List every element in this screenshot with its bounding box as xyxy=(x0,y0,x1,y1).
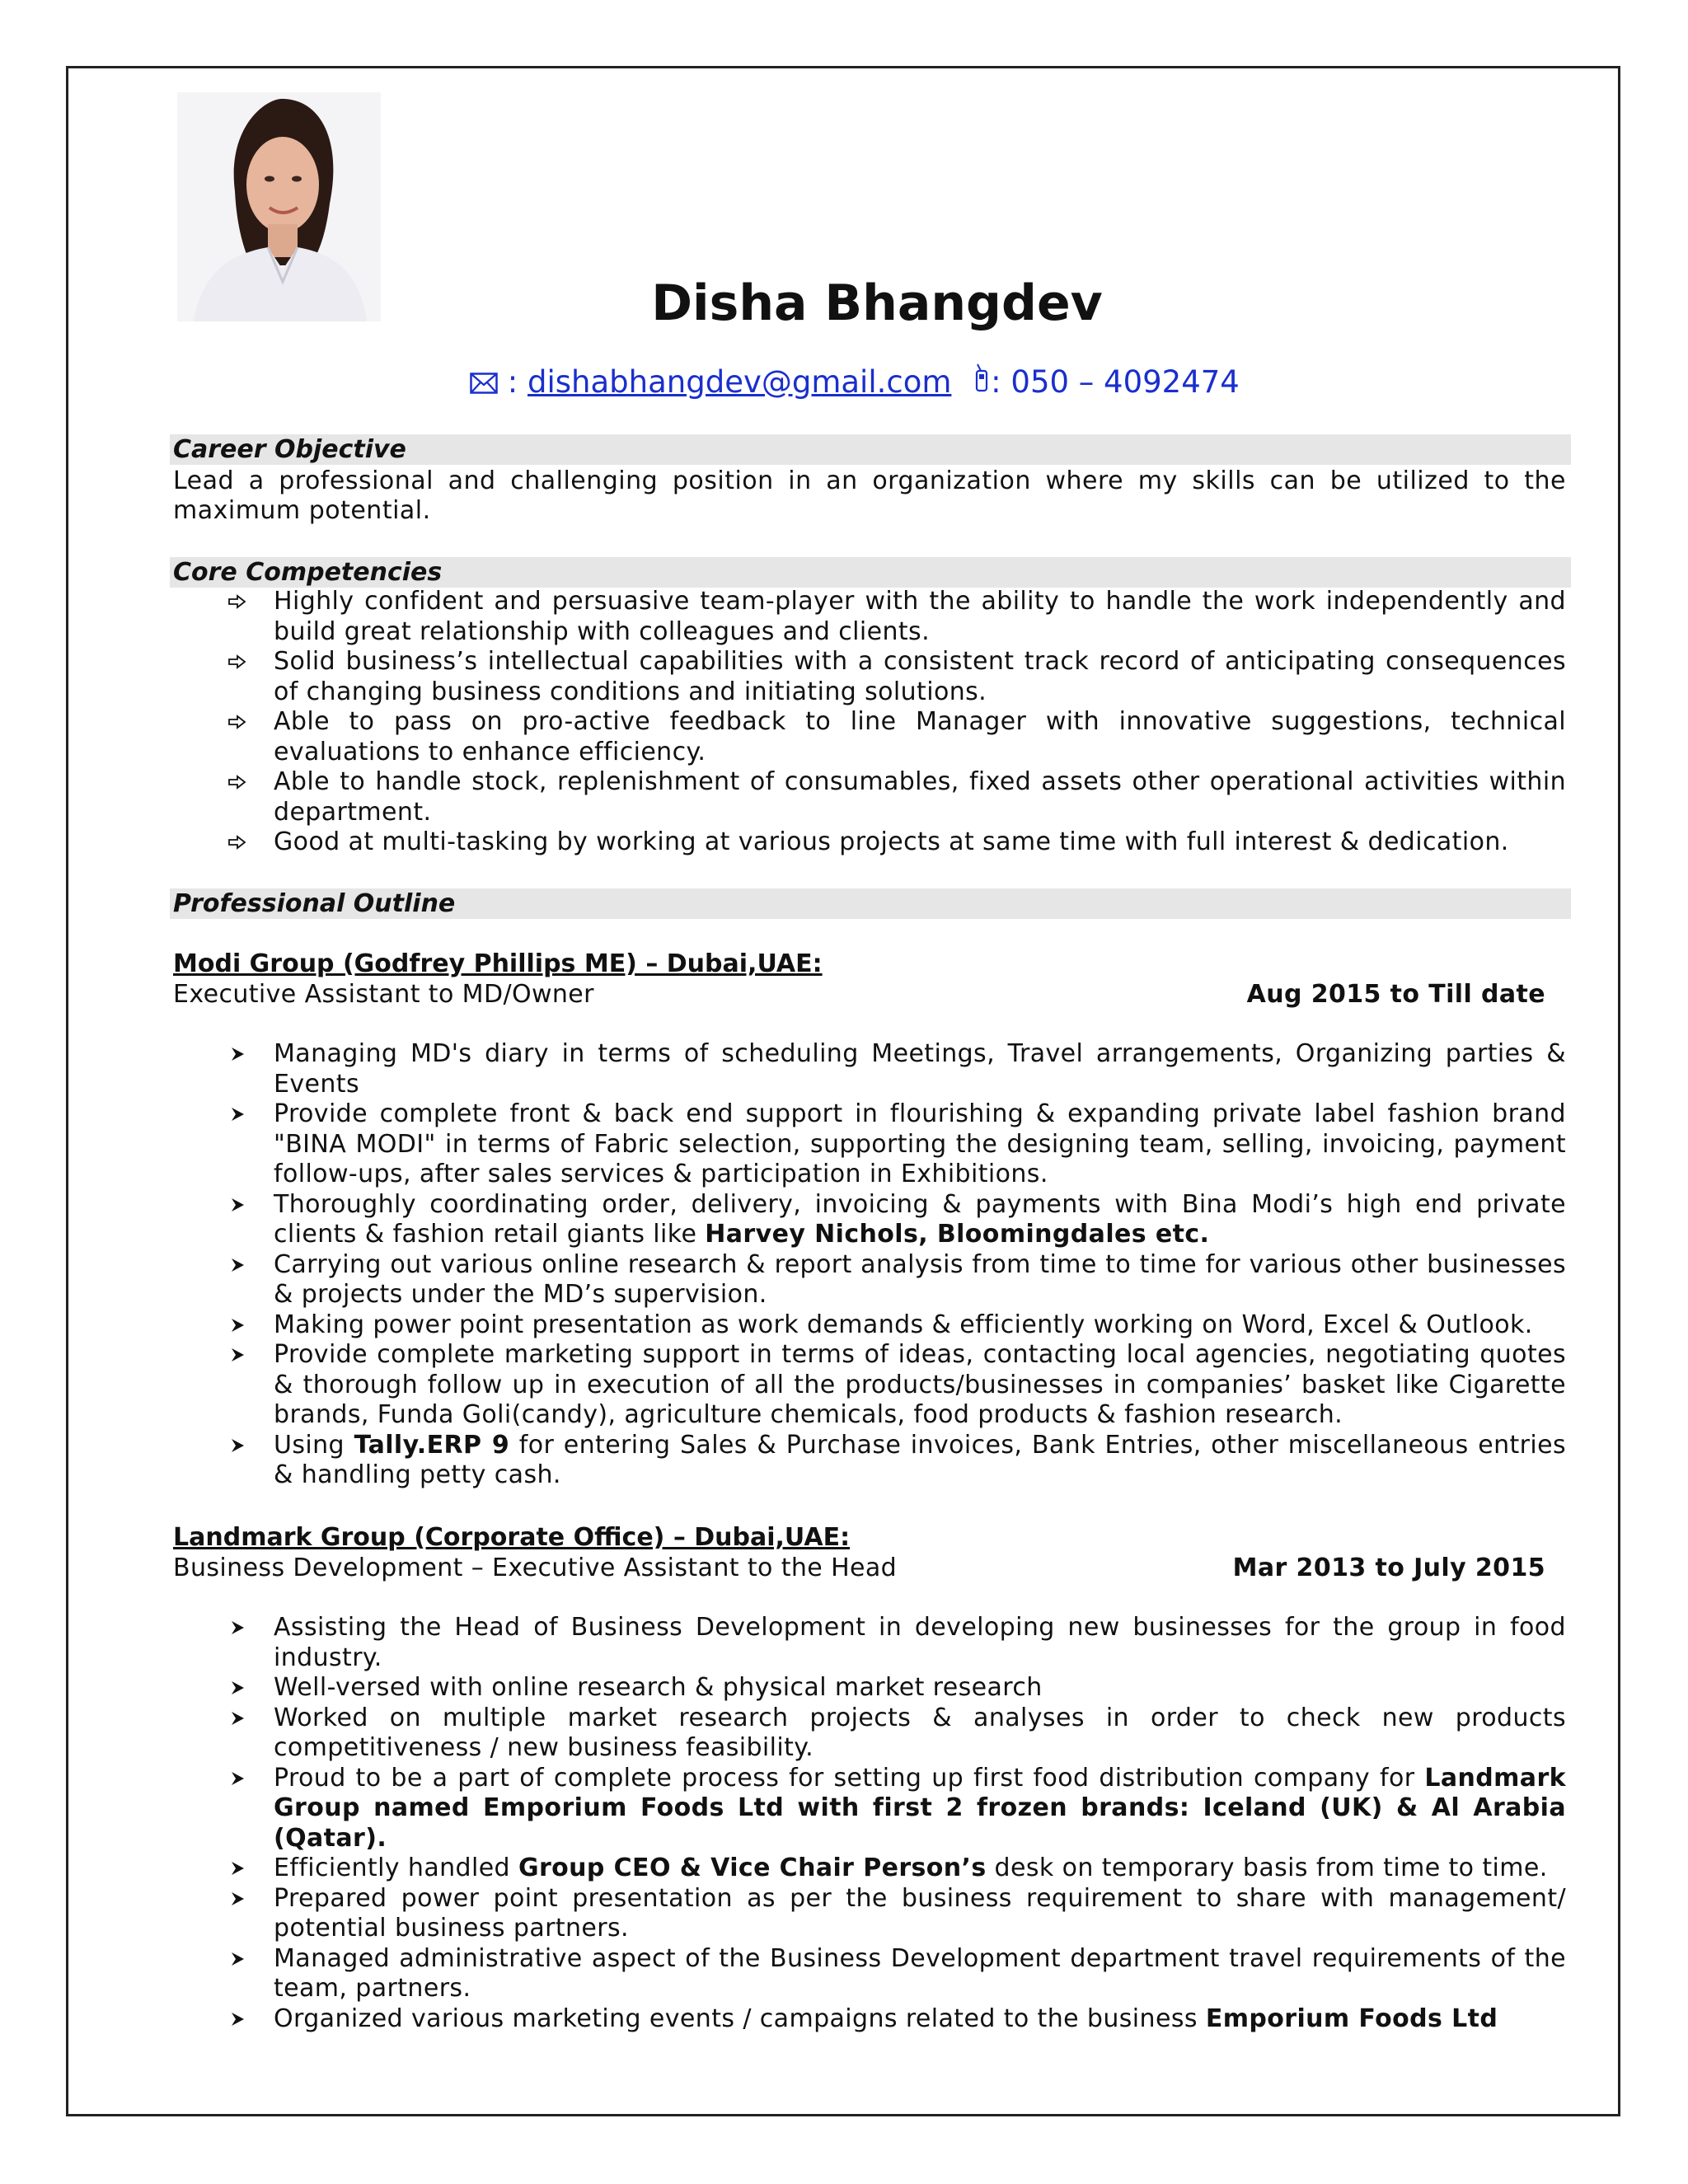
duty-text: Prepared power point presentation as per the business requirement to share with management/ potential business partners. xyxy=(274,1883,1566,1943)
duty-highlight: Harvey Nichols, Bloomingdales etc. xyxy=(705,1220,1210,1249)
competency-text: Highly confident and persuasive team-player with the ability to handle the work independently and build great relationship with colleagues and clients. xyxy=(274,587,1566,646)
arrowhead-bullet-icon xyxy=(225,1310,250,1342)
competency-item xyxy=(173,707,1566,767)
duty-text: Managed administrative aspect of the Business Development department travel requirements of the team, partners. xyxy=(274,1943,1566,2003)
arrowhead-bullet-icon xyxy=(225,1704,250,1735)
competency-item xyxy=(173,587,1566,647)
arrowhead-bullet-icon xyxy=(225,1884,250,1915)
candidate-name: Disha Bhangdev xyxy=(651,274,1103,332)
arrowhead-bullet-icon xyxy=(225,1613,250,1644)
duty-item xyxy=(173,1250,1566,1310)
duty-text: Using xyxy=(274,1430,354,1460)
duty-text: Proud to be a part of complete process for setting up first food distribution company for xyxy=(274,1763,1425,1793)
duty-item xyxy=(173,1099,1566,1190)
arrowhead-bullet-icon xyxy=(225,1431,250,1462)
hollow-arrow-icon xyxy=(225,587,250,617)
competency-text: Able to handle stock, replenishment of consumables, fixed assets other operational activities within department. xyxy=(274,767,1566,827)
career-objective-heading: Career Objective xyxy=(170,434,1571,465)
duty-item xyxy=(173,1310,1566,1341)
hollow-arrow-icon xyxy=(225,767,250,798)
arrowhead-bullet-icon xyxy=(225,2004,250,2036)
duty-item xyxy=(173,1613,1566,1673)
mobile-phone-icon xyxy=(973,361,991,407)
career-objective-text: Lead a professional and challenging position in an organization where my skills can be utilized to the maximum potential. xyxy=(173,466,1566,525)
job-duties-list xyxy=(173,1613,1566,2034)
duty-highlight: Landmark Group named Emporium Foods Ltd with first 2 frozen brands: Iceland (UK) & Al Arabia (Qatar). xyxy=(274,1763,1566,1853)
duty-item xyxy=(173,1944,1566,2004)
email-separator: : xyxy=(498,364,528,400)
competency-text: Solid business’s intellectual capabilities with a consistent track record of anticipating consequences of changing business conditions and initiating solutions. xyxy=(274,647,1566,706)
competency-text: Able to pass on pro-active feedback to line Manager with innovative suggestions, technical evaluations to enhance efficiency. xyxy=(274,707,1566,766)
arrowhead-bullet-icon xyxy=(225,1764,250,1795)
duty-text: Making power point presentation as work demands & efficiently working on Word, Excel & Outlook. xyxy=(274,1310,1533,1339)
duty-highlight: Group CEO & Vice Chair Person’s xyxy=(518,1854,987,1882)
duty-text: Well-versed with online research & physical market research xyxy=(274,1673,1043,1702)
duty-item xyxy=(173,1190,1566,1250)
competency-item xyxy=(173,827,1566,858)
arrowhead-bullet-icon xyxy=(225,1250,250,1282)
duty-text: Managing MD's diary in terms of scheduling Meetings, Travel arrangements, Organizing parties & Events xyxy=(274,1039,1566,1099)
contact-line xyxy=(470,359,1240,405)
duty-text: Worked on multiple market research projects & analyses in order to check new products competitiveness / new business feasibility. xyxy=(274,1703,1566,1762)
duty-text: Carrying out various online research & report analysis from time to time for various other businesses & projects under the MD’s supervision. xyxy=(274,1249,1566,1309)
duty-text: Provide complete front & back end support in flourishing & expanding private label fashion brand "BINA MODI" in terms of Fabric selection, supporting the designing team, selling, invoicing, payment follow-ups, after sales services & participation in Exhibitions. xyxy=(274,1099,1566,1188)
duty-item xyxy=(173,1884,1566,1944)
arrowhead-bullet-icon xyxy=(225,1190,250,1221)
duty-text: Provide complete marketing support in terms of ideas, contacting local agencies, negotiating quotes & thorough follow up in execution of all the products/businesses in companies’ basket like Cigarette brands, Funda Goli(candy), agriculture chemicals, food products & fashion research. xyxy=(274,1340,1566,1429)
duty-highlight: Emporium Foods Ltd xyxy=(1205,2004,1498,2033)
phone-separator: : xyxy=(991,364,1011,400)
job-role: Business Development – Executive Assistant to the Head xyxy=(173,1554,898,1582)
duty-text: desk on temporary basis from time to time. xyxy=(986,1854,1548,1882)
job-dates: Aug 2015 to Till date xyxy=(1246,980,1545,1009)
duty-item xyxy=(173,1764,1566,1854)
duty-text: Organized various marketing events / campaigns related to the business xyxy=(274,2004,1206,2033)
duty-item xyxy=(173,1854,1566,1884)
job-duties-list xyxy=(173,1039,1566,1491)
job-role-row xyxy=(173,1554,1545,1583)
job-dates: Mar 2013 to July 2015 xyxy=(1232,1554,1545,1582)
arrowhead-bullet-icon xyxy=(225,1944,250,1975)
duty-item xyxy=(173,2004,1566,2035)
hollow-arrow-icon xyxy=(225,827,250,858)
duty-item xyxy=(173,1704,1566,1764)
job-company: Modi Group (Godfrey Phillips ME) – Dubai,UAE: xyxy=(173,949,823,978)
core-competencies-heading: Core Competencies xyxy=(170,557,1571,588)
hollow-arrow-icon xyxy=(225,707,250,738)
arrowhead-bullet-icon xyxy=(225,1340,250,1371)
duty-item xyxy=(173,1673,1566,1704)
job-company: Landmark Group (Corporate Office) – Dubai,UAE: xyxy=(173,1523,851,1552)
duty-highlight: Tally.ERP 9 xyxy=(354,1430,510,1460)
hollow-arrow-icon xyxy=(225,647,250,677)
duty-item xyxy=(173,1431,1566,1491)
arrowhead-bullet-icon xyxy=(225,1099,250,1131)
email-link[interactable]: dishabhangdev@gmail.com xyxy=(528,364,952,400)
competency-item xyxy=(173,767,1566,827)
professional-outline-heading: Professional Outline xyxy=(170,888,1571,919)
core-competencies-list xyxy=(173,587,1566,858)
competency-item xyxy=(173,647,1566,707)
job-role: Executive Assistant to MD/Owner xyxy=(173,980,594,1009)
arrowhead-bullet-icon xyxy=(225,1854,250,1885)
duty-text: Efficiently handled xyxy=(274,1854,518,1882)
arrowhead-bullet-icon xyxy=(225,1039,250,1071)
duty-item xyxy=(173,1340,1566,1431)
competency-text: Good at multi-tasking by working at various projects at same time with full interest & dedication. xyxy=(274,827,1509,856)
arrowhead-bullet-icon xyxy=(225,1673,250,1704)
job-role-row xyxy=(173,980,1545,1010)
duty-text: Assisting the Head of Business Development in developing new businesses for the group in food industry. xyxy=(274,1613,1566,1672)
envelope-icon xyxy=(470,361,498,407)
phone-number: 050 – 4092474 xyxy=(1010,364,1240,400)
duty-text: for entering Sales & Purchase invoices, Bank Entries, other miscellaneous entries & handling petty cash. xyxy=(274,1430,1566,1489)
duty-item xyxy=(173,1039,1566,1099)
duty-text: Thoroughly coordinating order, delivery, invoicing & payments with Bina Modi’s high end private clients & fashion retail giants like xyxy=(274,1189,1566,1249)
